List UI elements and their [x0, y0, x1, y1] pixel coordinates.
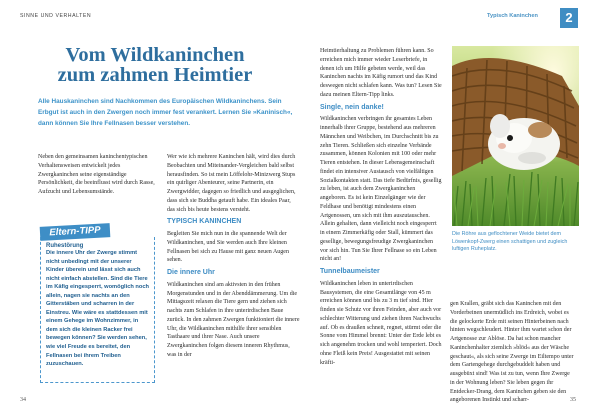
tip-heading: Ruhestörung — [46, 243, 84, 249]
heading-tunnelbaumeister: Tunnelbaumeister — [320, 268, 380, 275]
rabbit-in-basket-image — [452, 46, 579, 226]
col1-paragraph: Neben den gemeinsamen kaninchentypischen Verhaltensweisen entwickelt jedes Zwergkaninchen seine eigenständige Persönlichkeit, die beeinflusst wird durch Rasse, Aufzucht und Lebensumstände. — [38, 154, 155, 195]
title-line-2: zum zahmen Heimtier — [57, 64, 253, 86]
col3-paragraph-1: Heimtierhaltung zu Problemen führen kann. So erreichen mich immer wieder Leserbriefe, in denen ich um Hilfe gebeten werde, weil das Kaninchen nachts im Käfig rumort und das Kind deswegen nicht schlafen kann. Was tun? Lesen Sie dazu meinen Eltern-Tipp links. — [320, 48, 442, 98]
title-line-1: Vom Wildkaninchen — [65, 44, 245, 66]
col3-paragraph-2: Wildkaninchen verbringen ihr gesamtes Leben innerhalb ihrer Gruppe, bestehend aus mehreren Männchen und Weibchen, im Durchschnitt bis zu zehn Tieren. Schließen sich einzelne Verbände zusammen, können Kolonien mit 100 oder mehr Tieren entstehen. In dieser Lebensgemeinschaft findet ein intensiver Austausch von vielfältigen Sozialkontakten statt. Das tiefe Bedürfnis, gesellig zu leben, ist auch dem Zwergkaninchen angeboren. Es ist kein Einzelgänger wie der Feldhase und benötigt mindestens einen Artgenossen, um sich mit ihm auszutauschen. Allein gehalten, dann vielleicht noch eingesperrt in einem Zimmerkäfig oder Stall, kümmert das gesellige, bewegungsfreudige Zwergkaninchen vor sich hin. Tun Sie Ihrer Fellnase so ein Leben nicht an! — [320, 116, 442, 263]
photo-caption: Die Röhre aus geflochtener Weide bietet dem Löwenkopf-Zwerg einen schattigen und zugleich luftigen Ruheplatz. — [452, 231, 568, 252]
column-1 — [38, 153, 158, 197]
heading-single-nein-danke: Single, nein danke! — [320, 103, 384, 111]
col2-paragraph-3: Wildkaninchen sind am aktivsten in den frühen Morgenstunden und in der Abenddämmerung. Um die Mittagszeit relaxen die Tiere gern und ziehen sich nachts zum Schlafen in ihre unterirdischen Baue zurück. In den zahmen Zwergen funktioniert die innere Uhr, die Wildkaninchen mithilfe ihrer sensiblen Tasthaare und ihrer Nase. Auch unsere Zwergkaninchen folgen diesem inneren Rhythmus, was in der — [167, 281, 300, 358]
article-title — [0, 45, 310, 85]
col4-paragraph: gen Krallen, gräbt sich das Kaninchen mit den Vorderbeinen unermüdlich ins Erdreich, wobei es die gelockerte Erde mit seinen Hinterbeinen nach hinten wegschleudert. Hinter ihm wartet schon der Artgenosse zur Ablöse. Da hat schon mancher Kaninchenhalter ziemlich »blöd« aus der Wäsche geschaut«, als sich seine Zwerge im Eiltempo unter dem Gartengehege durchgebuddelt haben und ausgebüxt sind! Was ist zu tun, wenn Ihre Zwerge in der Wohnung leben? Sie leben gegen ihr Entdecker-Drang, dem Kaninchen geben sie den angeborenen Instinkt und scharr- — [450, 301, 574, 404]
col2-paragraph-2: Begleiten Sie mich nun in die spannende Welt der Wildkaninchen, und Sie werden auch Ihre kleinen Fellnasen bei sich zu Hause mit ganz neuen Augen sehen. — [167, 231, 289, 264]
column-2 — [167, 153, 300, 360]
heading-typisch-kaninchen: TYPISCH KANINCHEN — [167, 218, 242, 226]
tip-text: Die innere Uhr der Zwerge stimmt nicht unbedingt mit der unserer Kinder überein und lässt sich auch nicht einfach abstellen. Sind die Tiere im Käfig eingesperrt, womöglich noch allein, nagen sie nachts an den Gitterstäben und scharren in der Einstreu. Wie wäre es stattdessen mit einem Gehege im Wohnzimmer, in dem sich die kleinen Racker frei bewegen können? Sie werden sehen, wie viel Freude es bereitet, den Fellnasen bei ihrem Treiben zuzuschauen. — [46, 250, 150, 368]
running-header-right: Typisch Kaninchen — [487, 13, 538, 19]
rabbit-photo — [452, 46, 579, 226]
column-4 — [450, 300, 575, 405]
col2-paragraph-1: Wer wie ich mehrere Kaninchen hält, wird dies durch Beobachten und Miteinander-Vergleichen bald selbst herausfinden. So ist mein Löffelohr-Minizwerg Stups ein quirliger Abenteurer, seine Partnerin, ein Zwergwidder, dagegen so friedlich und ausgeglichen, dass sich sie Buddha getauft habe. Ein ideales Paar, das sich bis heute bestens versteht. — [167, 154, 296, 213]
heading-innere-uhr: Die innere Uhr — [167, 269, 215, 276]
col3-paragraph-3: Wildkaninchen leben in unterirdischen Bausystemen, die eine Gesamtlänge von 45 m erreichen können und bis zu 3 m tief sind. Hier finden sie Schutz vor ihren Feinden, aber auch vor schlechter Witterung und ziehen ihren Nachwuchs auf. Ob es draußen schneit, regnet, stürmt oder die Sonne vom Himmel brennt: Unter der Erde lebt es sich angenehm trocken und wohl temperiert. Doch ohne Fleiß kein Preis! Ausgestattet mit seinen kräfti- — [320, 280, 442, 366]
column-3 — [320, 47, 442, 367]
page-number-left: 34 — [20, 397, 26, 403]
eltern-tipp-badge: Eltern-TIPP — [40, 223, 111, 241]
running-header-left: SINNE UND VERHALTEN — [20, 13, 92, 19]
lead-paragraph: Alle Hauskaninchen sind Nachkommen des Europäischen Wildkaninchens. Sein Erbgut ist auch in den Zwergen noch immer fest verankert. Lernen Sie »Kaninisch«, dann können Sie Ihre Fellnasen besser verstehen. — [38, 98, 293, 127]
eltern-tipp-box — [40, 237, 155, 383]
chapter-number-badge: 2 — [560, 8, 578, 28]
page-number-right: 35 — [570, 397, 576, 403]
